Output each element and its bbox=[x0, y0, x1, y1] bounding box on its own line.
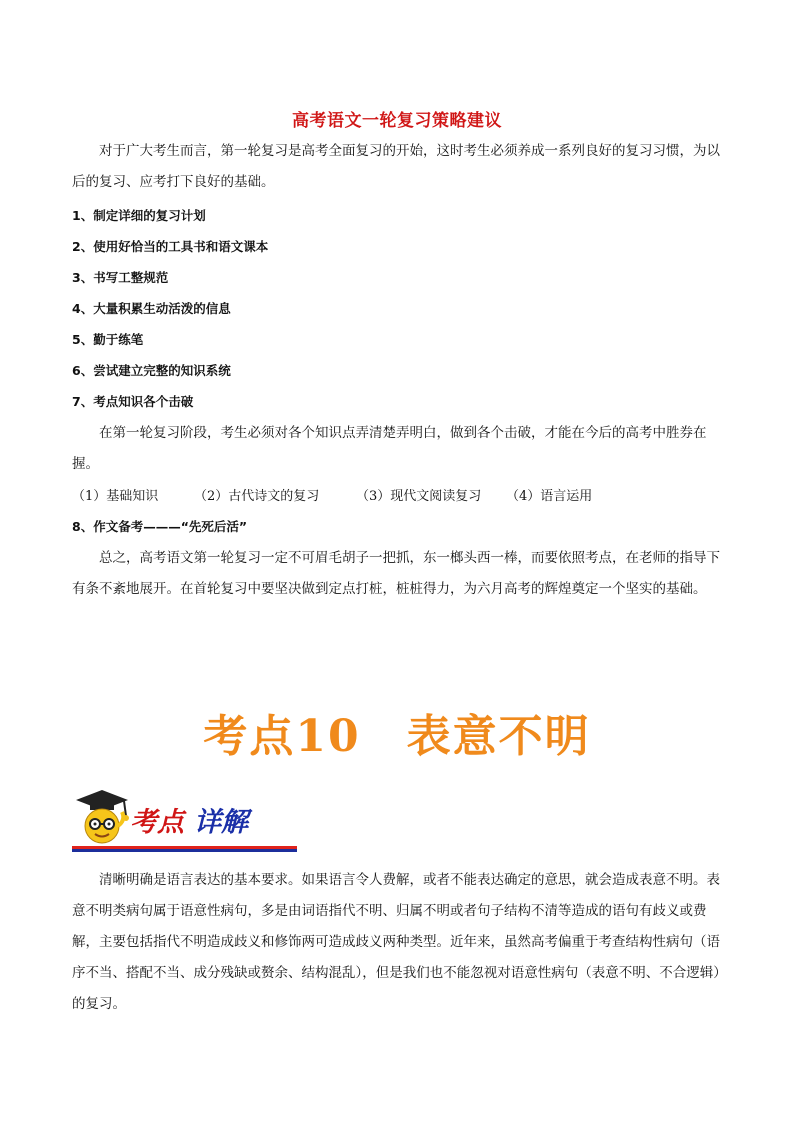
subitem-3: （3）现代文阅读复习 bbox=[356, 489, 482, 504]
conclusion-paragraph: 总之，高考语文第一轮复习一定不可眉毛胡子一把抓，东一榔头西一棒，而要依照考点，在老师的指导下有条不紊地展开。在首轮复习中要坚决做到定点打桩，桩桩得力，为六月高考的辉煌奠定一个坚实的基础。 bbox=[72, 550, 720, 597]
subitem-1: （1）基础知识 bbox=[72, 489, 159, 504]
section-divider-blue bbox=[72, 849, 297, 852]
subitem-list bbox=[72, 485, 592, 504]
list-item-5: 5、勤于练笔 bbox=[72, 332, 144, 347]
list-item-3: 3、书写工整规范 bbox=[72, 270, 169, 285]
list-item-4: 4、大量积累生动活泼的信息 bbox=[72, 301, 231, 316]
scholar-mascot-icon bbox=[72, 788, 132, 854]
section-heading-word-1: 考点 bbox=[130, 807, 184, 838]
page-title: 高考语文一轮复习策略建议 bbox=[292, 111, 502, 131]
section-heading-word-2: 详解 bbox=[194, 807, 248, 838]
topic-banner-name: 表意不明 bbox=[406, 711, 591, 762]
list-item-7: 7、考点知识各个击破 bbox=[72, 394, 194, 409]
list-item-2: 2、使用好恰当的工具书和语文课本 bbox=[72, 239, 269, 254]
list-item-1: 1、制定详细的复习计划 bbox=[72, 208, 206, 223]
subitem-4: （4）语言运用 bbox=[506, 489, 593, 504]
item7-paragraph: 在第一轮复习阶段，考生必须对各个知识点弄清楚弄明白，做到各个击破，才能在今后的高考中胜券在握。 bbox=[72, 425, 707, 472]
topic-banner-number: 考点10 bbox=[203, 711, 361, 762]
list-item-8: 8、作文备考———“先死后活” bbox=[72, 519, 248, 534]
subitem-2: （2）古代诗文的复习 bbox=[194, 489, 320, 504]
topic-banner bbox=[0, 700, 794, 764]
intro-paragraph: 对于广大考生而言，第一轮复习是高考全面复习的开始，这时考生必须养成一系列良好的复习习惯，为以后的复习、应考打下良好的基础。 bbox=[72, 143, 720, 190]
list-item-6: 6、尝试建立完整的知识系统 bbox=[72, 363, 231, 378]
explanation-paragraph: 清晰明确是语言表达的基本要求。如果语言令人费解，或者不能表达确定的意思，就会造成表意不明。表意不明类病句属于语意性病句，多是由词语指代不明、归属不明或者句子结构不清等造成的语句有歧义或费解，主要包括指代不明造成歧义和修饰两可造成歧义两种类型。近年来，虽然高考偏重于考查结构性病句（语序不当、搭配不当、成分残缺或赘余、结构混乱），但是我们也不能忽视对语意性病句（表意不明、不合逻辑）的复习。 bbox=[72, 872, 720, 1012]
